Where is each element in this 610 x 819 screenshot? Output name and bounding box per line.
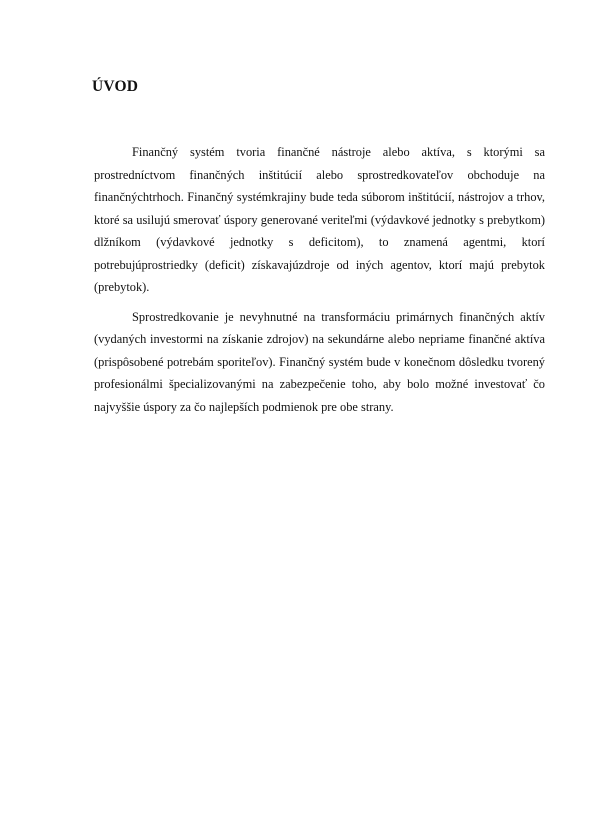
paragraph-2: Sprostredkovanie je nevyhnutné na transformáciu primárnych finančných aktív (vydaných investormi na získanie zdrojov) na sekundárne alebo nepriame finančné aktíva (prispôsobené potrebám sporiteľov). Finančný systém bude v konečnom dôsledku tvorený profesionálmi špecializovanými na zabezpečenie toho, aby bolo možné investovať čo najvyššie úspory za čo najlepších podmienok pre obe strany. xyxy=(94,309,545,414)
section-heading: ÚVOD xyxy=(92,78,139,95)
body-text xyxy=(94,141,545,425)
paragraph-1: Finančný systém tvoria finančné nástroje alebo aktíva, s ktorými sa prostredníctvom finančných inštitúcií alebo sprostredkovateľov obchoduje na finančnýchtrhoch. Finančný systémkrajiny bude teda súborom inštitúcií, nástrojov a trhov, ktoré sa usilujú smerovať úspory generované veriteľmi (výdavkové jednotky s prebytkom) dlžníkom (výdavkové jednotky s deficitom), to znamená agentmi, ktorí potrebujúprostriedky (deficit) získavajúzdroje od iných agentov, ktorí majú prebytok (prebytok). xyxy=(94,145,545,294)
